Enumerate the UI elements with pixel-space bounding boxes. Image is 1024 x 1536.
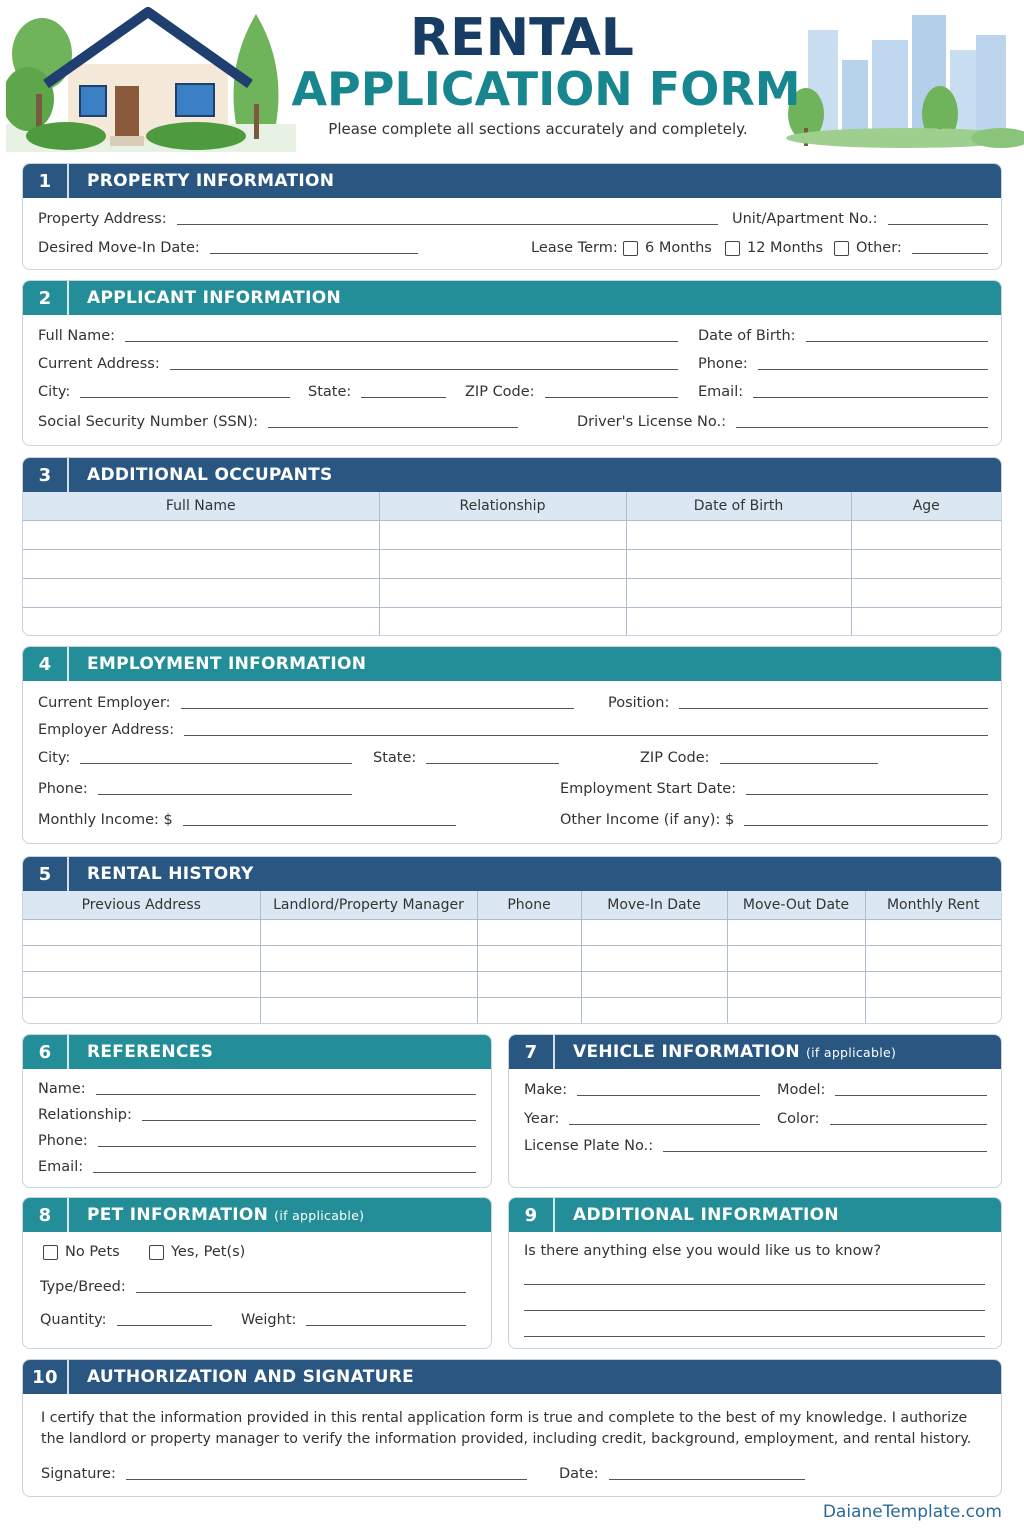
section-title: AUTHORIZATION AND SIGNATURE: [87, 1367, 415, 1387]
section-pet-information: [22, 1197, 492, 1349]
section-header: [23, 857, 1001, 891]
section-authorization-signature: [22, 1359, 1002, 1497]
section-title: VEHICLE INFORMATION: [573, 1042, 800, 1062]
section-applicant-information: [22, 280, 1002, 446]
column-header: Age: [851, 492, 1001, 520]
column-header: Relationship: [379, 492, 626, 520]
footer-brand: DaianeTemplate.com: [822, 1502, 1002, 1522]
current-employer-field[interactable]: Current Employer:: [38, 695, 574, 711]
table-row[interactable]: [23, 919, 1001, 945]
section-number: 7: [509, 1035, 555, 1069]
section-title: REFERENCES: [87, 1042, 214, 1062]
section-header: [23, 164, 1001, 198]
additional-info-line-2[interactable]: [524, 1310, 985, 1311]
vehicle-model-field[interactable]: Model:: [777, 1082, 987, 1098]
employer-phone-field[interactable]: Phone:: [38, 781, 352, 797]
employment-start-date-field[interactable]: Employment Start Date:: [560, 781, 988, 797]
section-number: 9: [509, 1198, 555, 1232]
reference-phone-field[interactable]: Phone:: [38, 1133, 476, 1149]
checkbox-icon: [149, 1245, 164, 1260]
additional-info-line-3[interactable]: [524, 1336, 985, 1337]
reference-email-field[interactable]: Email:: [38, 1159, 476, 1175]
section-title: EMPLOYMENT INFORMATION: [87, 654, 367, 674]
reference-name-field[interactable]: Name:: [38, 1081, 476, 1097]
section-header: [23, 281, 1001, 315]
section-title: ADDITIONAL OCCUPANTS: [87, 465, 333, 485]
full-name-field[interactable]: Full Name:: [38, 328, 678, 344]
pet-quantity-field[interactable]: Quantity:: [40, 1312, 212, 1328]
section-number: 2: [23, 281, 69, 315]
lease-term-label: Lease Term:: [531, 240, 618, 256]
section-references: [22, 1034, 492, 1188]
section-number: 5: [23, 857, 69, 891]
drivers-license-field[interactable]: Driver's License No.:: [577, 414, 988, 430]
section-number: 3: [23, 458, 69, 492]
city-field[interactable]: City:: [38, 384, 290, 400]
signature-date-field[interactable]: Date:: [559, 1466, 805, 1482]
vehicle-make-field[interactable]: Make:: [524, 1082, 760, 1098]
unit-field[interactable]: Unit/Apartment No.:: [732, 211, 988, 227]
lease-12-months-checkbox[interactable]: 12 Months: [725, 240, 823, 256]
employer-zip-field[interactable]: ZIP Code:: [640, 750, 878, 766]
table-row[interactable]: [23, 945, 1001, 971]
section-header: [23, 1035, 491, 1069]
section-number: 6: [23, 1035, 69, 1069]
page-title-line1: RENTAL: [410, 8, 634, 68]
section-number: 1: [23, 164, 69, 198]
lease-other-field[interactable]: Other:: [834, 240, 988, 256]
employer-city-field[interactable]: City:: [38, 750, 352, 766]
header: [0, 0, 1024, 152]
table-row[interactable]: [23, 607, 1001, 636]
rental-history-table: [23, 891, 1001, 1023]
section-rental-history: [22, 856, 1002, 1024]
column-header: Move-Out Date: [727, 891, 865, 919]
move-in-date-field[interactable]: Desired Move-In Date:: [38, 240, 418, 256]
column-header: Monthly Rent: [865, 891, 1001, 919]
table-row[interactable]: [23, 578, 1001, 607]
section-number: 4: [23, 647, 69, 681]
section-header: [23, 1360, 1001, 1394]
position-field[interactable]: Position:: [608, 695, 988, 711]
section-title: APPLICANT INFORMATION: [87, 288, 341, 308]
no-pets-checkbox[interactable]: No Pets: [43, 1244, 120, 1260]
section-title: RENTAL HISTORY: [87, 864, 254, 884]
yes-pets-checkbox[interactable]: Yes, Pet(s): [149, 1244, 245, 1260]
vehicle-year-field[interactable]: Year:: [524, 1111, 760, 1127]
zip-field[interactable]: ZIP Code:: [465, 384, 678, 400]
ssn-field[interactable]: Social Security Number (SSN):: [38, 414, 518, 430]
pet-weight-field[interactable]: Weight:: [241, 1312, 466, 1328]
other-income-field[interactable]: Other Income (if any): $: [560, 812, 988, 828]
page-title-line2: APPLICATION FORM: [291, 62, 801, 116]
column-header: Full Name: [23, 492, 379, 520]
occupants-table: [23, 492, 1001, 636]
page-subtitle: Please complete all sections accurately and completely.: [328, 120, 748, 138]
table-row[interactable]: [23, 997, 1001, 1023]
section-header: [509, 1198, 1001, 1232]
section-note: (if applicable): [805, 1045, 897, 1060]
checkbox-icon: [623, 241, 638, 256]
table-row[interactable]: [23, 971, 1001, 997]
column-header: Move-In Date: [581, 891, 727, 919]
additional-info-question: Is there anything else you would like us to know?: [524, 1243, 882, 1259]
checkbox-icon: [43, 1245, 58, 1260]
date-of-birth-field[interactable]: Date of Birth:: [698, 328, 988, 344]
reference-relationship-field[interactable]: Relationship:: [38, 1107, 476, 1123]
section-header: [23, 458, 1001, 492]
section-additional-information: [508, 1197, 1002, 1349]
current-address-field[interactable]: Current Address:: [38, 356, 678, 372]
section-property-information: [22, 163, 1002, 270]
section-number: 8: [23, 1198, 69, 1232]
section-header: [23, 1198, 491, 1232]
column-header: Phone: [477, 891, 581, 919]
checkbox-icon: [834, 241, 849, 256]
section-note: (if applicable): [274, 1208, 365, 1223]
phone-field[interactable]: Phone:: [698, 356, 988, 372]
table-row[interactable]: [23, 549, 1001, 578]
checkbox-icon: [725, 241, 740, 256]
state-field[interactable]: State:: [308, 384, 446, 400]
column-header: Date of Birth: [626, 492, 851, 520]
column-header: Landlord/Property Manager: [260, 891, 477, 919]
section-title: PROPERTY INFORMATION: [87, 171, 335, 191]
section-additional-occupants: [22, 457, 1002, 636]
employer-address-field[interactable]: Employer Address:: [38, 722, 988, 738]
section-vehicle-information: [508, 1034, 1002, 1188]
property-address-field[interactable]: Property Address:: [38, 211, 718, 227]
section-title: PET INFORMATION: [87, 1205, 269, 1225]
pet-type-field[interactable]: Type/Breed:: [40, 1279, 466, 1295]
employer-state-field[interactable]: State:: [373, 750, 559, 766]
table-row[interactable]: [23, 520, 1001, 549]
license-plate-field[interactable]: License Plate No.:: [524, 1138, 987, 1154]
section-header: [23, 647, 1001, 681]
signature-field[interactable]: Signature:: [41, 1466, 527, 1482]
email-field[interactable]: Email:: [698, 384, 988, 400]
section-header: [509, 1035, 1001, 1069]
section-title: ADDITIONAL INFORMATION: [573, 1205, 839, 1225]
lease-6-months-checkbox[interactable]: 6 Months: [623, 240, 712, 256]
section-employment-information: [22, 646, 1002, 844]
section-number: 10: [23, 1360, 69, 1394]
column-header: Previous Address: [23, 891, 260, 919]
monthly-income-field[interactable]: Monthly Income: $: [38, 812, 456, 828]
certification-text: I certify that the information provided in this rental application form is true and complete to the best of my knowledge. I authorize the landlord or property manager to verify the information provided, including credit, background, employment, and rental history.: [41, 1410, 972, 1447]
vehicle-color-field[interactable]: Color:: [777, 1111, 987, 1127]
additional-info-line-1[interactable]: [524, 1284, 985, 1285]
